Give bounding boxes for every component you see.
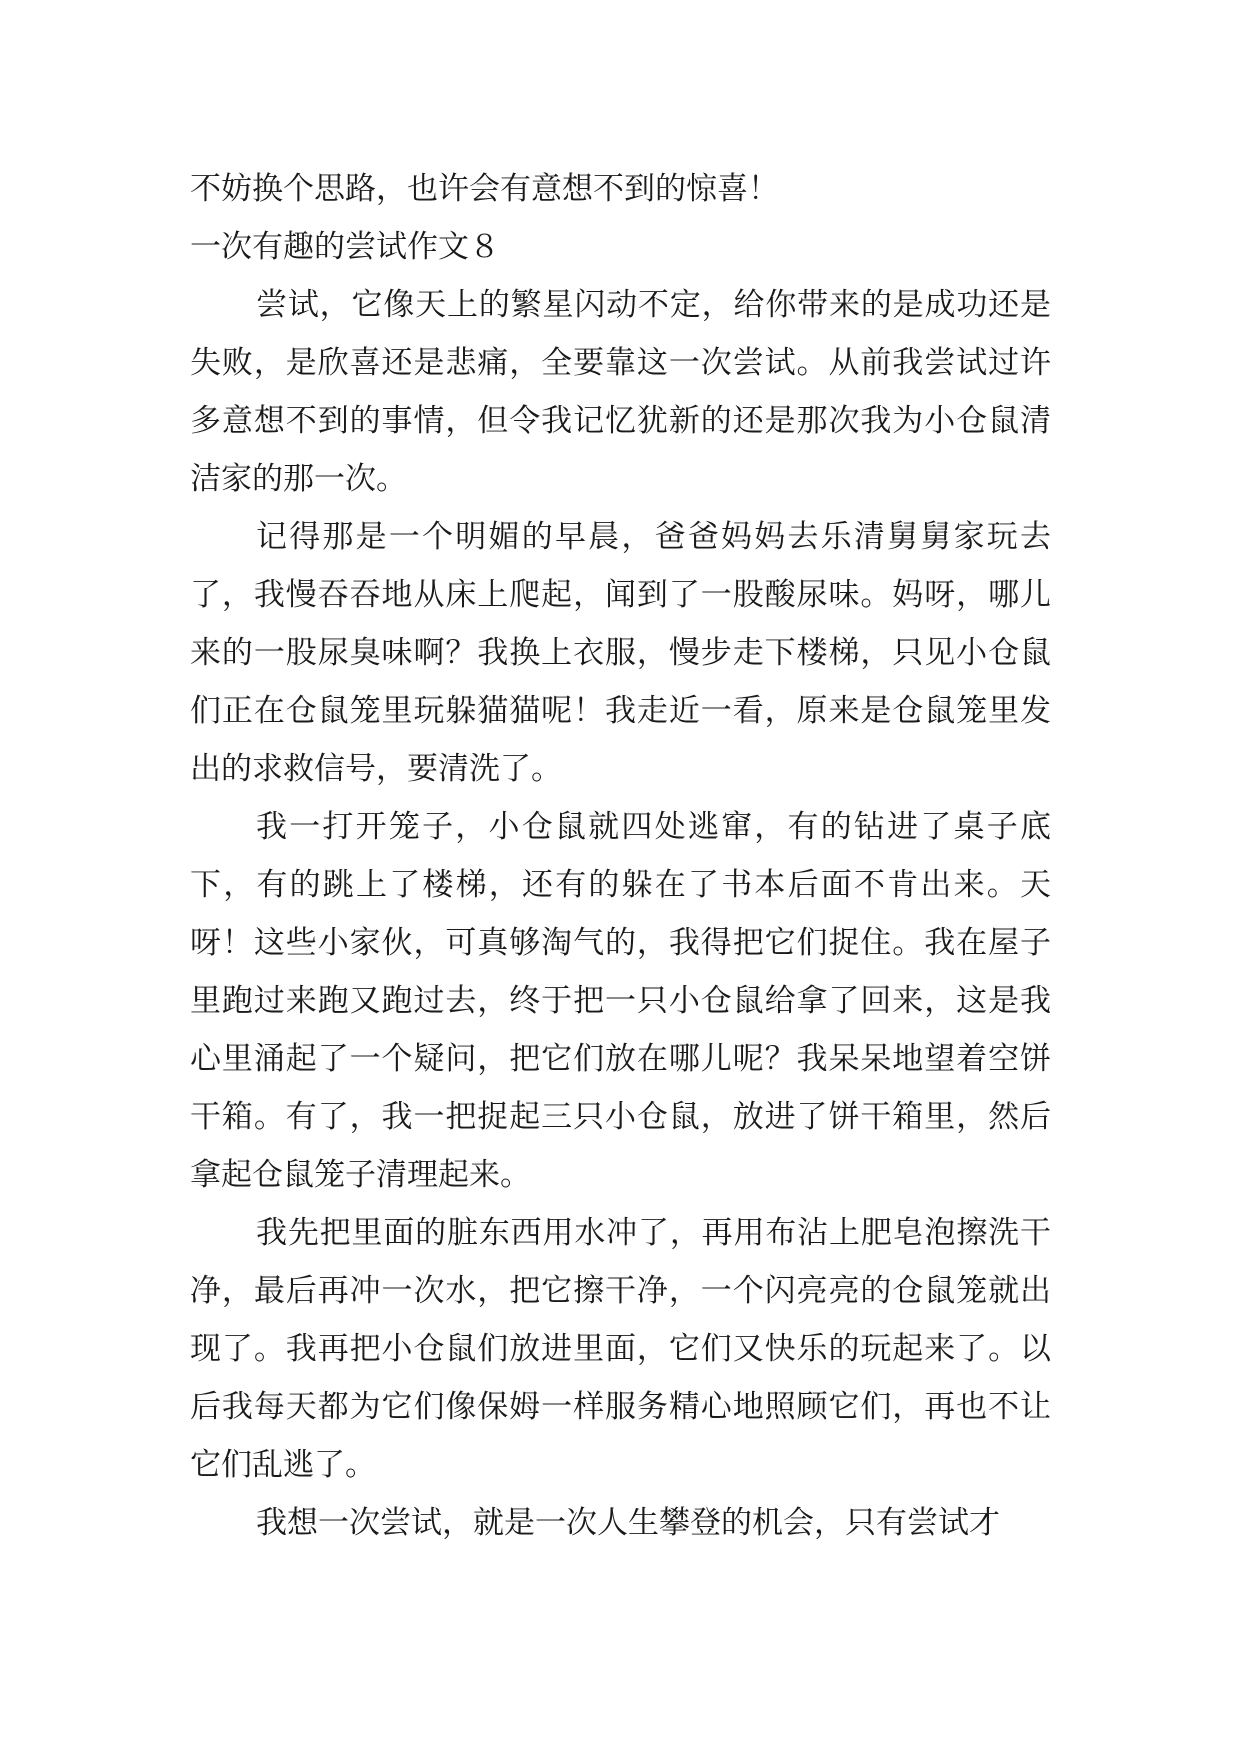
essay-title: 一次有趣的尝试作文８: [190, 229, 500, 265]
paragraph-2: 记得那是一个明媚的早晨，爸爸妈妈去乐清舅舅家玩去了，我慢吞吞地从床上爬起，闻到了一股酸尿味。妈呀，哪儿来的一股尿臭味啊？我换上衣服，慢步走下楼梯，只见小仓鼠们正在仓鼠笼里玩躲猫猫呢！我走近一看，原来是仓鼠笼里发出的求救信号，要清洗了。: [190, 519, 1051, 787]
paragraph-1: 尝试，它像天上的繁星闪动不定，给你带来的是成功还是失败，是欣喜还是悲痛，全要靠这一次尝试。从前我尝试过许多意想不到的事情，但令我记忆犹新的还是那次我为小仓鼠清洁家的那一次。: [190, 287, 1051, 497]
document-body: [190, 160, 1051, 1552]
paragraph-3: 我一打开笼子，小仓鼠就四处逃窜，有的钻进了桌子底下，有的跳上了楼梯，还有的躲在了书本后面不肯出来。天呀！这些小家伙，可真够淘气的，我得把它们捉住。我在屋子里跑过来跑又跑过去，终于把一只小仓鼠给拿了回来，这是我心里涌起了一个疑问，把它们放在哪儿呢？我呆呆地望着空饼干箱。有了，我一把捉起三只小仓鼠，放进了饼干箱里，然后拿起仓鼠笼子清理起来。: [190, 809, 1051, 1193]
paragraph-5: 我想一次尝试，就是一次人生攀登的机会，只有尝试才: [256, 1505, 1000, 1541]
paragraph-4: 我先把里面的脏东西用水冲了，再用布沾上肥皂泡擦洗干净，最后再冲一次水，把它擦干净，一个闪亮亮的仓鼠笼就出现了。我再把小仓鼠们放进里面，它们又快乐的玩起来了。以后我每天都为它们像保姆一样服务精心地照顾它们，再也不让它们乱逃了。: [190, 1215, 1051, 1483]
lead-line: 不妨换个思路，也许会有意想不到的惊喜！: [190, 171, 779, 207]
